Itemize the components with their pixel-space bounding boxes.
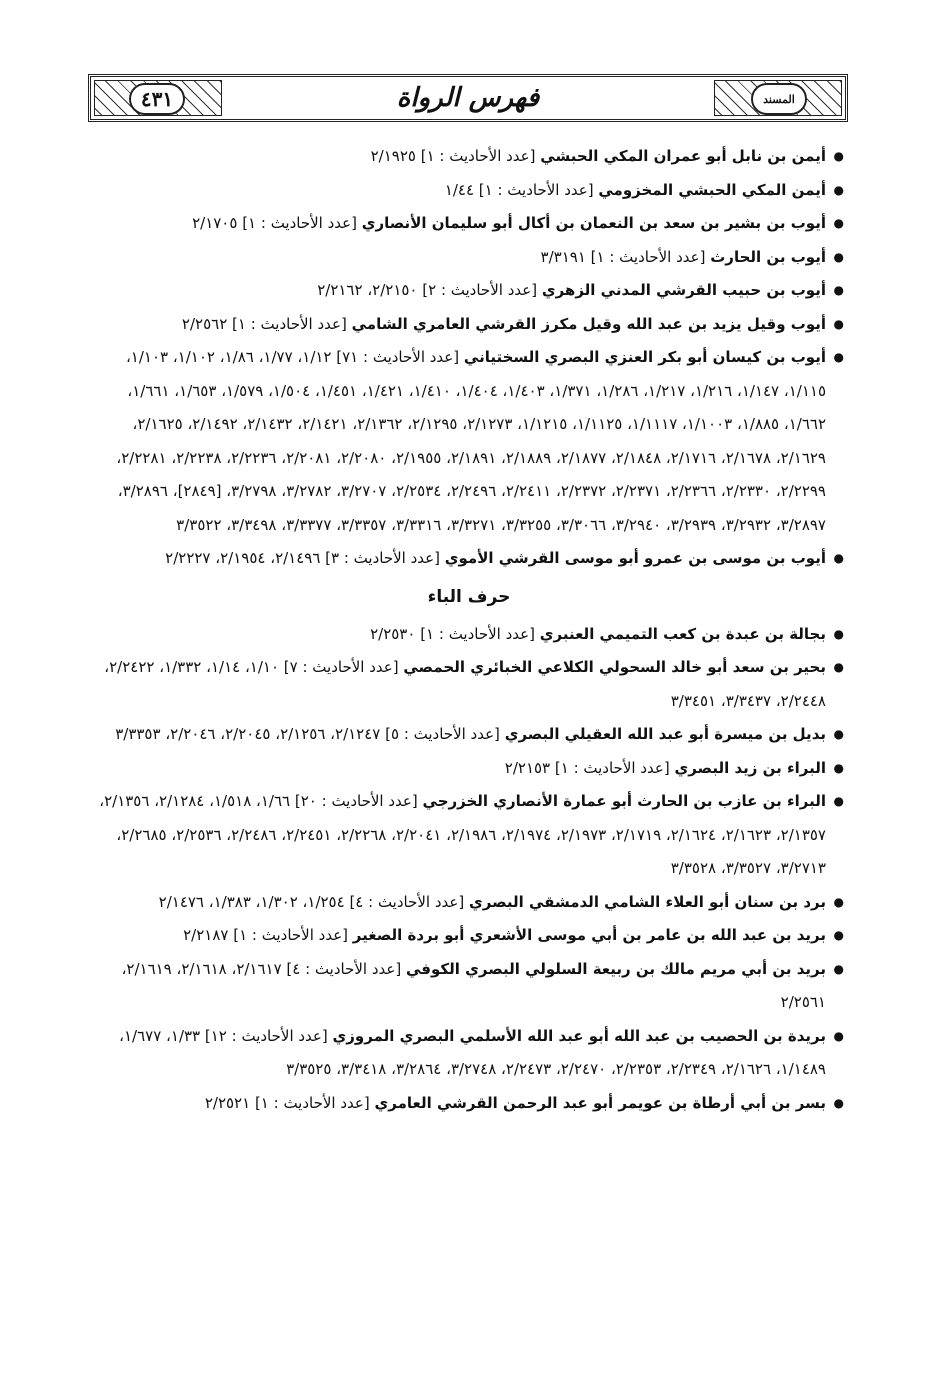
- narrator-refs: [عدد الأحاديث : ١] ٢/١٩٢٥: [370, 147, 536, 165]
- bullet-icon: ●: [833, 283, 844, 297]
- list-item: [94, 308, 844, 342]
- page-header: [88, 74, 848, 122]
- narrator-name: أيوب بن موسى بن عمرو أبو موسى القرشي الأموي: [444, 549, 826, 567]
- narrator-refs: [عدد الأحاديث : ١٢] ١/٣٣، ١/٦٧٧، ١/١٤٨٩، ٢/١٦٢٦، ٢/٢٣٤٩، ٢/٢٣٥٣، ٢/٢٤٧٠، ٢/٢٤٧٣، ٣/٢٧٤٨، ٣/٢٨٦٤، ٣/٣٤١٨، ٣/٣٥٢٥: [119, 1026, 826, 1078]
- narrator-refs: [عدد الأحاديث : ٧١] ١/١٢، ١/٧٧، ١/٨٦، ١/١٠٢، ١/١٠٣، ١/١١٥، ١/١٤٧، ١/٢١٦، ١/٢١٧، ١/٢٨٦، ١/٣٧١، ١/٤٠٣، ١/٤٠٤، ١/٤١٠، ١/٤٢١، ١/٤٥١، ١/٥٠٤، ١/٥٧٩، ١/٦٥٣، ١/٦٦١، ١/٦٦٢، ١/٨٨٥، ١/١٠٠٣، ١/١١١٧، ١/١١٢٥، ١/١٢١٥، ٢/١٢٧٣، ٢/١٢٩٥، ٢/١٣٦٢، ٢/١٤٢١، ٢/١٤٣٢، ٢/١٤٩٢، ٢/١٦٢٥، ٢/١٦٢٩، ٢/١٦٧٨، ٢/١٧١٦، ٢/١٨٤٨، ٢/١٨٧٧، ٢/١٨٨٩، ٢/١٨٩١، ٢/١٩٥٥، ٢/٢٠٨٠، ٢/٢٠٨١، ٢/٢٢٣٦، ٢/٢٢٣٨، ٢/٢٢٨١، ٢/٢٢٩٩، ٢/٢٣٣٠، ٢/٢٣٦٦، ٢/٢٣٧١، ٢/٢٣٧٢، ٢/٢٤١١، ٢/٢٤٩٦، ٢/٢٥٣٤، ٣/٢٧٠٧، ٣/٢٧٨٢، ٣/٢٧٩٨، [٢٨٤٩]، ٣/٢٨٩٦، ٣/٢٨٩٧، ٣/٢٩٣٢، ٣/٢٩٣٩، ٣/٢٩٤٠، ٣/٣٠٦٦، ٣/٣٢٥٥، ٣/٣٢٧١، ٣/٣٣١٦، ٣/٣٣٥٧، ٣/٣٣٧٧، ٣/٣٤٩٨، ٣/٣٥٢٢: [116, 348, 826, 534]
- seal-logo: [751, 83, 807, 115]
- narrator-name: أيوب بن الحارث: [710, 247, 826, 266]
- bullet-icon: ●: [833, 1028, 844, 1043]
- narrator-refs: [عدد الأحاديث : ٧] ١/١٠، ١/١٤، ١/٣٣٢، ٢/٢٤٢٢، ٢/٢٤٤٨، ٣/٣٤٣٧، ٣/٣٤٥١: [104, 658, 826, 710]
- bullet-icon: ●: [833, 727, 844, 741]
- list-item: [94, 785, 844, 886]
- list-item: [94, 919, 844, 953]
- narrator-refs: [عدد الأحاديث : ١] ٢/٢١٨٧: [183, 926, 349, 944]
- bullet-icon: ●: [833, 149, 844, 163]
- list-item: [94, 140, 844, 174]
- narrator-refs: [عدد الأحاديث : ١] ٢/٢٥٦٢: [181, 314, 347, 333]
- bullet-icon: ●: [833, 551, 844, 565]
- narrator-refs: [عدد الأحاديث : ٢٠] ١/٦٦، ١/٥١٨، ٢/١٢٨٤، ٢/١٣٥٦، ٢/١٣٥٧، ٢/١٦٢٣، ٢/١٦٢٤، ٢/١٧١٩، ٢/١٩٧٣، ٢/١٩٧٤، ٢/١٩٨٦، ٢/٢٠٤١، ٢/٢٢٦٨، ٢/٢٤٥١، ٢/٢٤٨٦، ٢/٢٥٣٦، ٢/٢٦٨٥، ٣/٢٧١٣، ٣/٣٥٢٧، ٣/٣٥٢٨: [99, 792, 826, 877]
- narrator-name: بريدة بن الحصيب بن عبد الله أبو عبد الله الأسلمي البصري المروزي: [332, 1026, 826, 1045]
- seal-text: المسند: [763, 92, 795, 106]
- narrator-refs: [عدد الأحاديث : ١] ٢/١٧٠٥: [192, 214, 357, 232]
- narrator-name: بجالة بن عبدة بن كعب التميمي العنبري: [539, 624, 826, 643]
- section-alif: [94, 140, 844, 576]
- list-item: [94, 241, 844, 275]
- bullet-icon: ●: [833, 961, 844, 976]
- narrator-name: أيوب بن بشير بن سعد بن النعمان بن أكال أبو سليمان الأنصاري: [361, 214, 826, 232]
- narrator-name: بسر بن أبي أرطاة بن عويمر أبو عبد الرحمن القرشي العامري: [374, 1093, 826, 1112]
- narrator-name: أيمن المكي الحبشي المخزومي: [598, 180, 826, 199]
- narrator-refs: [عدد الأحاديث : ٤] ١/٢٥٤، ١/٣٠٢، ١/٣٨٣، ٢/١٤٧٦: [158, 892, 465, 911]
- narrator-name: بحير بن سعد أبو خالد السحولي الكلاعي الخبائري الحمصي: [403, 658, 826, 676]
- bullet-icon: ●: [833, 182, 844, 197]
- narrator-refs: [عدد الأحاديث : ١] ٢/٢١٥٣: [504, 758, 670, 777]
- narrator-name: بريد بن عبد الله بن عامر بن أبي موسى الأشعري أبو بردة الصغير: [352, 926, 826, 944]
- list-item: [94, 953, 844, 1020]
- narrator-refs: [عدد الأحاديث : ١] ٣/٣١٩١: [540, 247, 706, 266]
- section-title-ba: حرف الباء: [427, 586, 511, 607]
- narrator-name: أيوب وقيل يزيد بن عبد الله وقيل مكرز القرشي العامري الشامي: [351, 314, 826, 333]
- narrator-refs: [عدد الأحاديث : ٥] ٢/١٢٤٧، ٢/١٢٥٦، ٢/٢٠٤٥، ٢/٢٠٤٦، ٣/٣٣٥٣: [115, 725, 500, 743]
- list-item: [94, 1087, 844, 1121]
- list-item: [94, 752, 844, 786]
- bullet-icon: ●: [833, 794, 844, 808]
- narrator-refs: [عدد الأحاديث : ٤] ٢/١٦١٧، ٢/١٦١٨، ٢/١٦١٩، ٢/٢٥٦١: [121, 959, 826, 1011]
- ornament-right: [714, 80, 842, 116]
- narrator-refs: [عدد الأحاديث : ١] ٢/٢٥٣٠: [370, 624, 535, 643]
- page-number: ٤٣١: [129, 83, 185, 115]
- bullet-icon: ●: [833, 626, 844, 641]
- list-item: [94, 718, 844, 752]
- narrator-refs: [عدد الأحاديث : ٣] ٢/١٤٩٦، ٢/١٩٥٤، ٢/٢٢٢٧: [165, 549, 440, 567]
- narrator-refs: [عدد الأحاديث : ١] ١/٤٤: [444, 180, 594, 199]
- list-item: [94, 174, 844, 208]
- bullet-icon: ●: [833, 928, 844, 942]
- ornament-left: [94, 80, 222, 116]
- list-item: [94, 618, 844, 652]
- bullet-icon: ●: [833, 216, 844, 230]
- narrator-name: أيمن بن نابل أبو عمران المكي الحبشي: [540, 147, 826, 165]
- list-item: [94, 341, 844, 542]
- list-item: [94, 1020, 844, 1087]
- list-item: [94, 886, 844, 920]
- list-item: [94, 651, 844, 718]
- bullet-icon: ●: [833, 660, 844, 674]
- index-content: [94, 140, 844, 1120]
- list-item: [94, 274, 844, 308]
- narrator-refs: [عدد الأحاديث : ١] ٢/٢٥٢١: [204, 1093, 370, 1112]
- narrator-name: أيوب بن حبيب القرشي المدني الزهري: [541, 281, 826, 299]
- narrator-name: البراء بن زيد البصري: [674, 758, 826, 777]
- narrator-name: بديل بن ميسرة أبو عبد الله العقيلي البصري: [504, 725, 826, 743]
- bullet-icon: ●: [833, 316, 844, 331]
- bullet-icon: ●: [833, 894, 844, 909]
- bullet-icon: ●: [833, 249, 844, 264]
- narrator-name: أيوب بن كيسان أبو بكر العنزي البصري السختياني: [463, 348, 826, 366]
- list-item: [94, 207, 844, 241]
- narrator-name: برد بن سنان أبو العلاء الشامي الدمشقي البصري: [469, 892, 826, 911]
- page-title: فهرس الرواة: [396, 83, 540, 113]
- narrator-name: البراء بن عازب بن الحارث أبو عمارة الأنصاري الخزرجي: [422, 792, 826, 810]
- list-item: [94, 542, 844, 576]
- narrator-refs: [عدد الأحاديث : ٢] ٢/٢١٥٠، ٢/٢١٦٢: [317, 281, 538, 299]
- bullet-icon: ●: [833, 1095, 844, 1110]
- bullet-icon: ●: [833, 350, 844, 364]
- narrator-name: بريد بن أبي مريم مالك بن ربيعة السلولي البصري الكوفي: [406, 959, 826, 978]
- section-ba: [94, 618, 844, 1121]
- bullet-icon: ●: [833, 760, 844, 775]
